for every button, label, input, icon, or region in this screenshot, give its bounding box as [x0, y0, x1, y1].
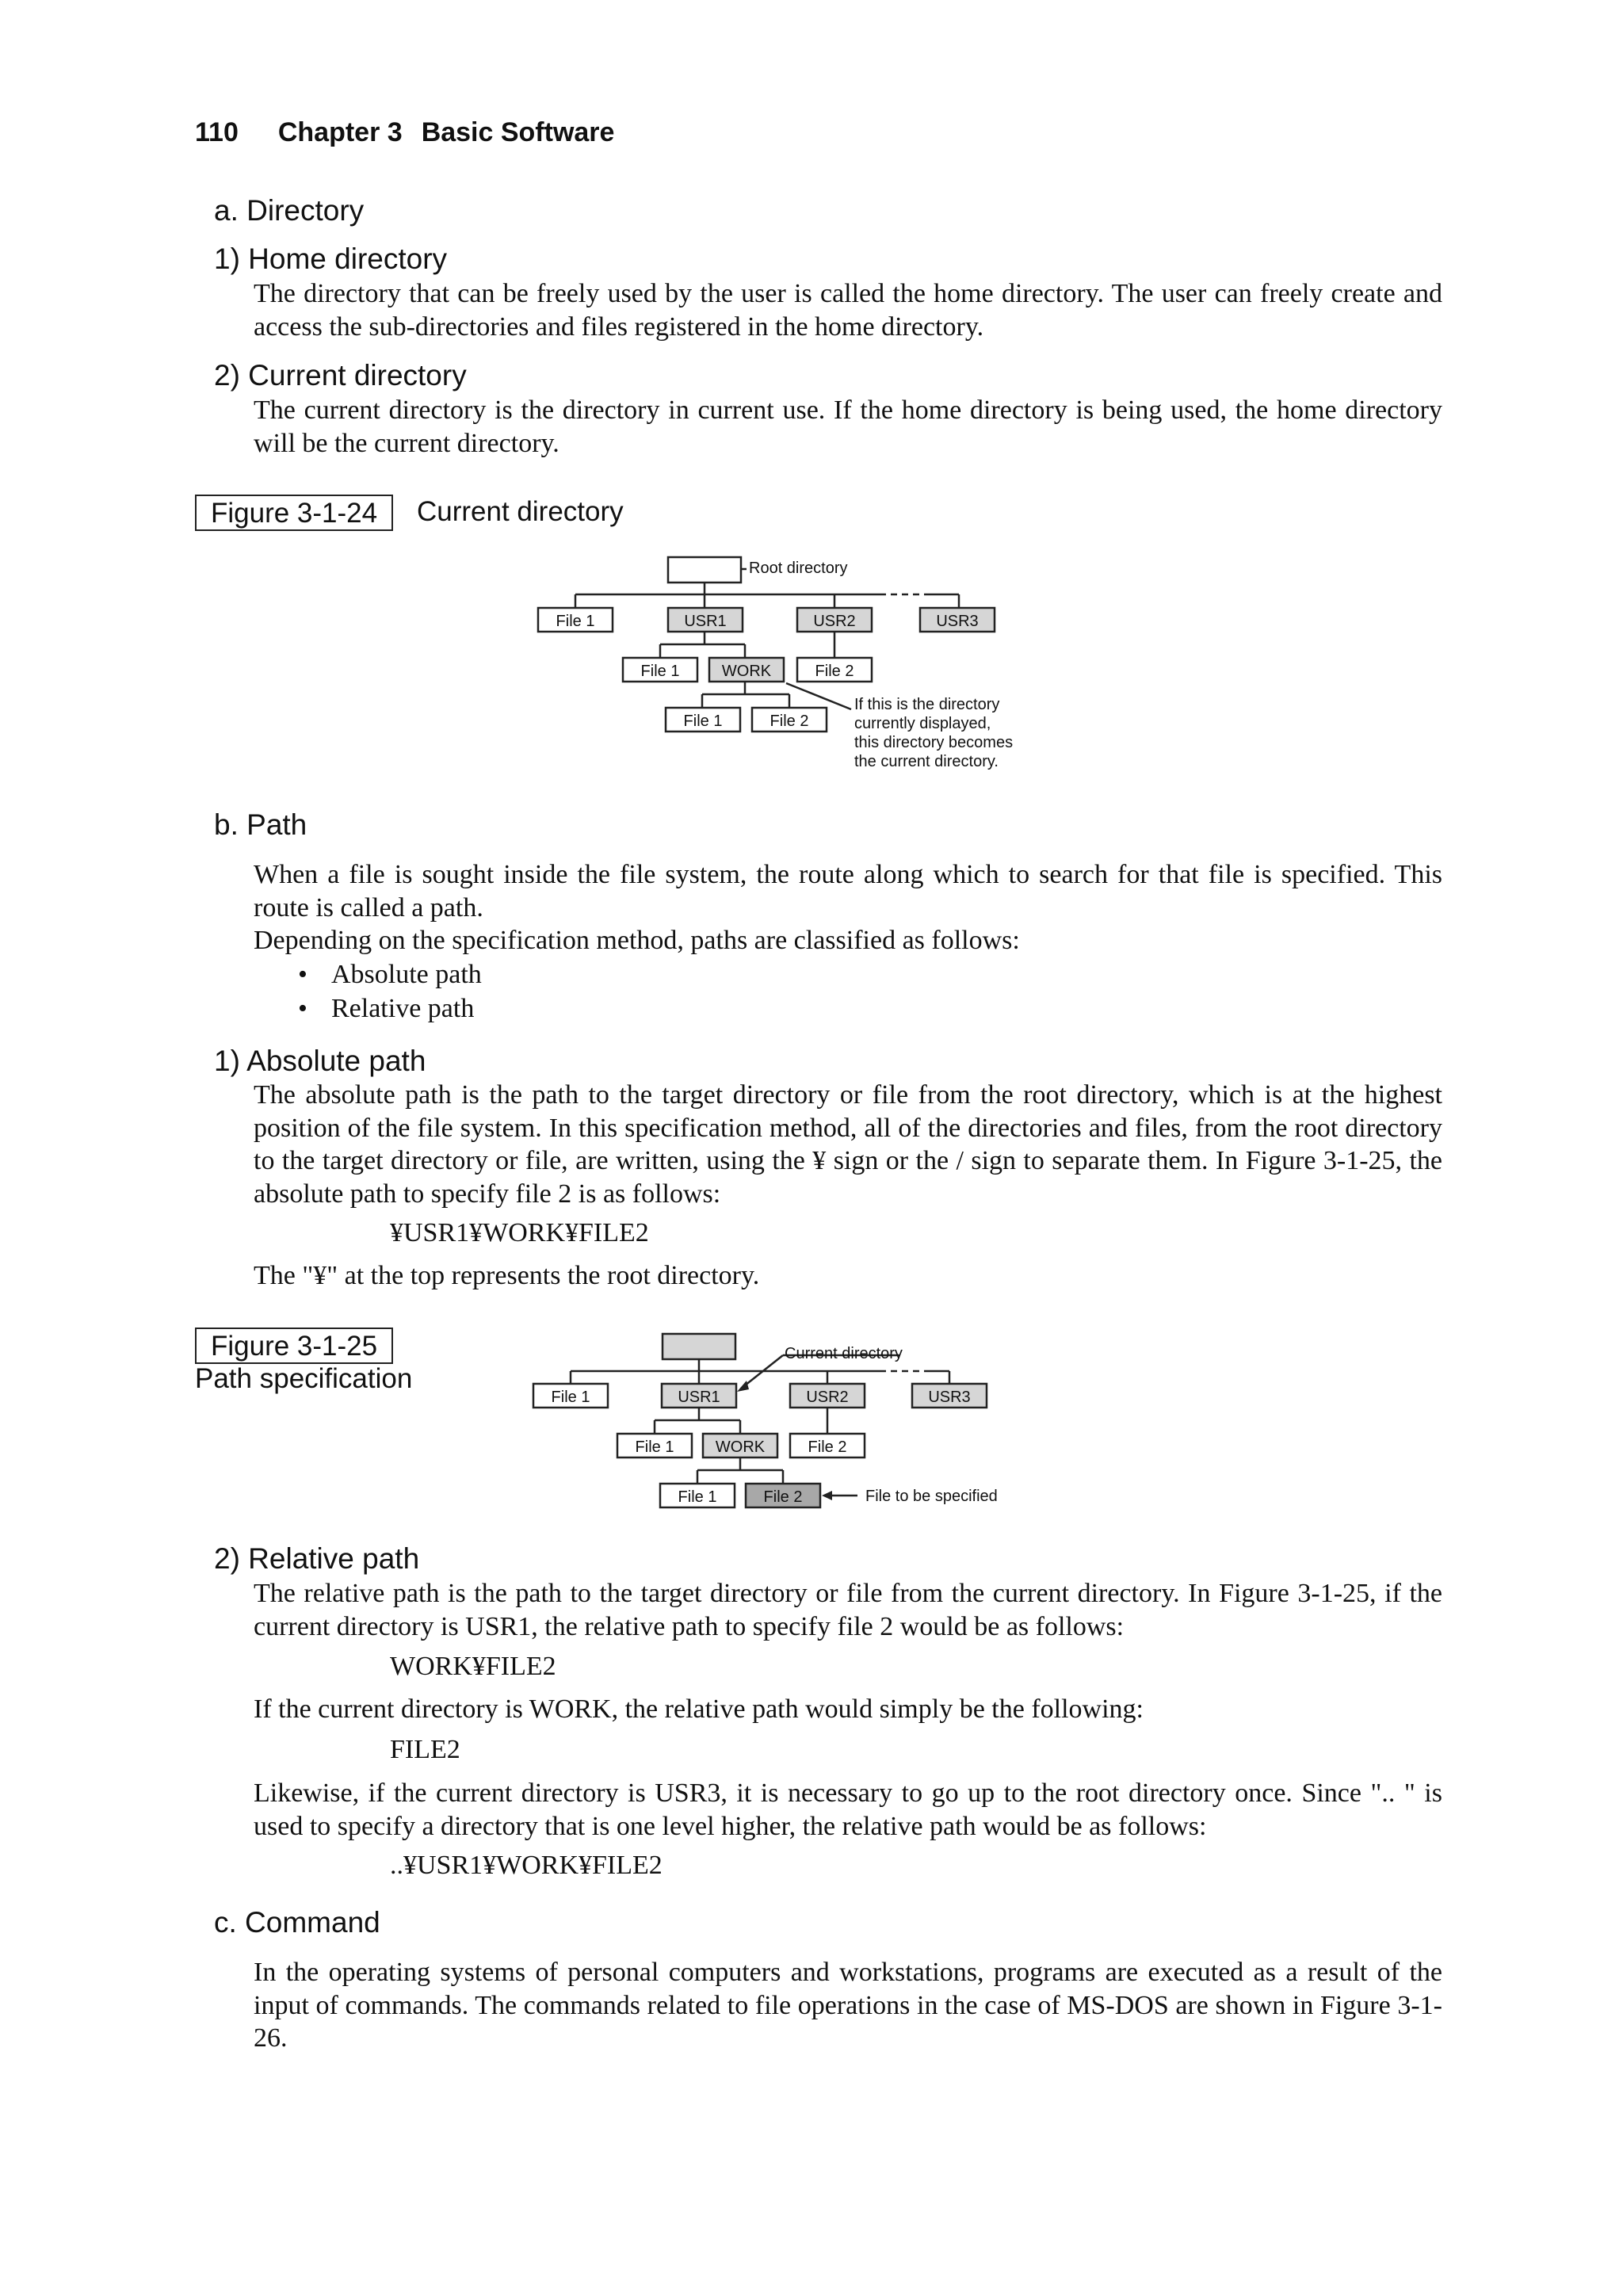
fig25-file2-mid-text: File 2 [808, 1438, 847, 1456]
list-item: • Relative path [298, 991, 482, 1026]
path-type-list [298, 957, 482, 1026]
root-node [668, 557, 741, 583]
relative-path-text1: The relative path is the path to the target directory or file from the current directory. In Figure 3-1-25, if the current directory is USR1, the relative path to specify file 2 would be as follows: [254, 1579, 1442, 1641]
fig24-note-line2: currently displayed, [854, 715, 991, 732]
fig25-file1-mid-text: File 1 [635, 1438, 674, 1456]
page-number: 110 [195, 117, 239, 147]
section-a-heading: a. Directory [214, 194, 365, 227]
command-text: In the operating systems of personal computers and workstations, programs are executed as a result of the input of commands. The commands related to file operations in the case of MS-DOS are shown in Figure 3-1-26. [254, 1958, 1442, 2053]
figure-24-title: Current directory [417, 496, 624, 527]
fig24-usr2-text: USR2 [813, 613, 856, 630]
chapter-label: Chapter 3 [277, 117, 403, 147]
fig24-usr3-text: USR3 [936, 613, 979, 630]
absolute-path-heading: 1) Absolute path [214, 1045, 426, 1077]
fig25-target-arrowhead [822, 1491, 832, 1500]
relative-path-example1: WORK¥FILE2 [390, 1652, 556, 1681]
relative-path-text3: Likewise, if the current directory is USR3, it is necessary to go up to the root directory once. Since ".. " is used to specify a directory that is one level higher, the relative path would be as follows: [254, 1778, 1442, 1841]
fig24-work-text: WORK [721, 663, 772, 680]
relative-path-example3: ..¥USR1¥WORK¥FILE2 [390, 1851, 663, 1880]
fig25-usr1-text: USR1 [678, 1389, 720, 1406]
section-c-heading: c. Command [214, 1906, 380, 1939]
fig25-work-text: WORK [715, 1438, 766, 1456]
fig25-file1-bot-text: File 1 [678, 1488, 717, 1506]
figure-25-label: Figure 3-1-25 [195, 1328, 393, 1364]
fig25-usr2-text: USR2 [806, 1389, 849, 1406]
path-classification-text: Depending on the specification method, paths are classified as follows: [254, 926, 1020, 955]
fig25-file2-bot-text: File 2 [763, 1488, 803, 1506]
fig25-root-node [663, 1334, 735, 1359]
fig24-file2-mid-text: File 2 [815, 663, 854, 680]
absolute-path-example: ¥USR1¥WORK¥FILE2 [390, 1218, 649, 1247]
fig24-note-line4: the current directory. [854, 753, 999, 770]
relative-path-heading: 2) Relative path [214, 1542, 420, 1575]
fig24-root-label: Root directory [749, 560, 848, 577]
fig25-target-label: File to be specified [865, 1488, 998, 1505]
figure-24-label: Figure 3-1-24 [195, 495, 393, 531]
home-directory-heading: 1) Home directory [214, 243, 448, 275]
root-sign-note: The "¥" at the top represents the root directory. [254, 1261, 760, 1290]
figure-25-title: Path specification [195, 1363, 413, 1394]
fig25-usr3-text: USR3 [928, 1389, 971, 1406]
fig24-file1-bot-text: File 1 [683, 712, 723, 730]
home-directory-text: The directory that can be freely used by the user is called the home directory. The user can freely create and access the sub-directories and files registered in the home directory. [254, 279, 1442, 342]
fig24-note-line3: this directory becomes [854, 734, 1014, 751]
fig24-file2-bot-text: File 2 [769, 712, 809, 730]
list-item: • Absolute path [298, 957, 482, 991]
absolute-path-text: The absolute path is the path to the target directory or file from the root directory, which is at the highest position of the file system. In this specification method, all of the directories and files, from the root directory to the target directory or file, are written, using the ¥ sign or the / sign to separate them. In Figure 3-1-25, the absolute path to specify file 2 is as follows: [254, 1080, 1442, 1209]
current-directory-heading: 2) Current directory [214, 359, 467, 392]
fig25-current-arrowhead [737, 1381, 749, 1392]
fig24-file1-top-text: File 1 [556, 613, 595, 630]
fig24-usr1-text: USR1 [684, 613, 727, 630]
fig24-file1-mid-text: File 1 [640, 663, 680, 680]
fig24-note-line1: If this is the directory [854, 696, 1000, 713]
relative-path-text2: If the current directory is WORK, the relative path would simply be the following: [254, 1694, 1144, 1724]
current-directory-text: The current directory is the directory in current use. If the home directory is being used, the home directory will be the current directory. [254, 395, 1442, 458]
section-b-heading: b. Path [214, 808, 307, 841]
path-intro-text: When a file is sought inside the file system, the route along which to search for that file is specified. This route is called a path. [254, 860, 1442, 923]
chapter-title: Basic Software [421, 117, 615, 147]
fig25-current-label: Current directory [785, 1345, 903, 1362]
relative-path-example2: FILE2 [390, 1735, 460, 1764]
fig25-file1-top-text: File 1 [551, 1389, 590, 1406]
